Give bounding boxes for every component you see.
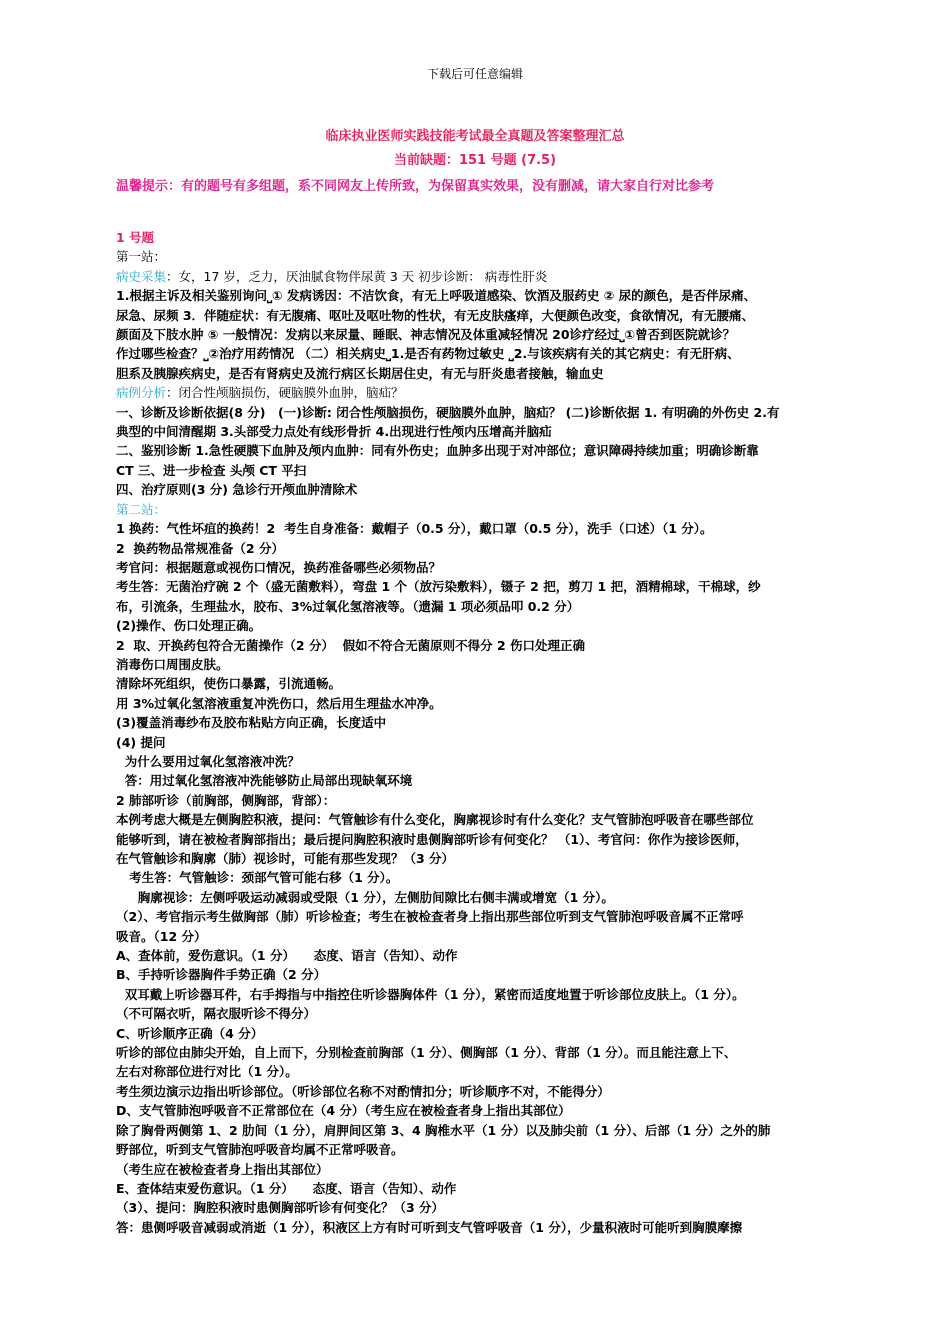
station-one-heading: 第一站： <box>116 249 167 265</box>
station-two-line: 能够听到，请在被检者胸部指出；最后提问胸腔积液时患侧胸部听诊有何变化？ （1）、考官问：你作为接诊医师， <box>116 831 748 847</box>
history-line: 颜面及下肢水肿 ⑤ 一般情况：发病以来尿量、睡眠、神志情况及体重减轻情况 20诊疗经过⎵①曾否到医院就诊？ <box>116 327 736 343</box>
station-two-line: 考生答：气管触诊：颈部气管可能右移（1 分）。 <box>116 870 399 886</box>
station-two-line: 1 换药：气性坏疽的换药！2 考生自身准备：戴帽子（0.5 分），戴口罩（0.5 分），洗手（口述）（1 分）。 <box>116 521 713 537</box>
station-two-line: D、支气管肺泡呼吸音不正常部位在（4 分）（考生应在被检查者身上指出其部位） <box>116 1103 571 1119</box>
station-two-line: 2 取、开换药包符合无菌操作（2 分） 假如不符合无菌原则不得分 2 伤口处理正确 <box>116 637 586 653</box>
document-body <box>116 228 852 1237</box>
station-two-line: 野部位，听到支气管肺泡呼吸音均属不正常呼吸音。 <box>116 1142 404 1158</box>
station-two-line: （3）、提问：胸腔积液时患侧胸部听诊有何变化？（3 分） <box>116 1200 444 1216</box>
missing-question-note: 当前缺题：151 号题 (7.5) <box>393 153 557 168</box>
station-two-line: （2）、考官指示考生做胸部（肺）听诊检查；考生在被检查者身上指出那些部位听到支气管肺泡呼吸音属不正常呼 <box>116 909 744 925</box>
station-two-line: 考官问：根据题意或视伤口情况，换药准备哪些必须物品？ <box>116 559 442 575</box>
station-two-line: 2 换药物品常规准备（2 分） <box>116 540 284 556</box>
station-two-line: 考生须边演示边指出听诊部位。（听诊部位名称不对酌情扣分；听诊顺序不对，不能得分） <box>116 1083 610 1099</box>
station-two-line: A、查体前，爱伤意识。（1 分） 态度、语言（告知）、动作 <box>116 948 458 964</box>
station-two-line: (4) 提问 <box>116 734 166 750</box>
station-two-line: 答：用过氧化氢溶液冲洗能够防止局部出现缺氧环境 <box>116 773 413 789</box>
station-two-line: 为什么要用过氧化氢溶液冲洗？ <box>116 753 300 769</box>
station-two-heading <box>116 500 852 519</box>
station-two-line: 用 3%过氧化氢溶液重复冲洗伤口，然后用生理盐水冲净。 <box>116 695 442 711</box>
case-line: 四、治疗原则(3 分) 急诊行开颅血肿清除术 <box>116 482 358 498</box>
case-line: CT 三、进一步检查 头颅 CT 平扫 <box>116 462 307 478</box>
station-two-line: 答：患侧呼吸音减弱或消逝（1 分），积液区上方有时可听到支气管呼吸音（1 分），少量积液时可能听到胸膜摩擦 <box>116 1219 743 1235</box>
top-note: 下载后可任意编辑 <box>426 67 523 81</box>
tip-text: 温馨提示：有的题号有多组题，系不同网友上传所致，为保留真实效果，没有删减，请大家自行对比参考 <box>116 179 715 194</box>
station-two-line: 布，引流条，生理盐水，胶布、3%过氧化氢溶液等。（遗漏 1 项必须品叩 0.2 分） <box>116 598 580 614</box>
station-two-line: 除了胸骨两侧第 1、2 肋间（1 分），肩胛间区第 3、4 胸椎水平（1 分）以及肺尖前（1 分）、后部（1 分）之外的肺 <box>116 1122 771 1138</box>
station-two-line: （考生应在被检查者身上指出其部位） <box>116 1161 329 1177</box>
station-two-line: 双耳戴上听诊器耳件，右手拇指与中指控住听诊器胸体件（1 分），紧密而适度地置于听诊部位皮肤上。（1 分）。 <box>116 986 745 1002</box>
document-title: 临床执业医师实践技能考试最全真题及答案整理汇总 <box>325 129 625 144</box>
case-line: 典型的中间清醒期 3.头部受力点处有线形骨折 4.出现进行性颅内压增高并脑疝 <box>116 424 552 440</box>
station-two-line: C、听诊顺序正确（4 分） <box>116 1025 264 1041</box>
station-two-line: 2 肺部听诊（前胸部，侧胸部，背部）： <box>116 792 336 808</box>
history-line: 1.根据主诉及相关鉴别询问⎵① 发病诱因：不洁饮食，有无上呼吸道感染、饮酒及服药史 ② 尿的颜色，是否伴尿痛、 <box>116 288 757 304</box>
case-line: 一、诊断及诊断依据(8 分) (一)诊断: 闭合性颅脑损伤，硬脑膜外血肿，脑疝？ (二)诊断依据 1. 有明确的外伤史 2.有 <box>116 404 780 420</box>
station-two-line: 在气管触诊和胸廓（肺）视诊时，可能有那些发现？（3 分） <box>116 851 455 866</box>
history-line: 尿急、尿频 3．伴随症状：有无腹痛、呕吐及呕吐物的性状，有无皮肤瘙痒，大便颜色改变，食欲情况，有无腰痛、 <box>116 307 755 323</box>
station-two-line: （不可隔衣听，隔衣服听诊不得分） <box>116 1006 317 1022</box>
station-two-line: 吸音。（12 分） <box>116 928 207 944</box>
case-label: 病例分析 <box>116 385 167 401</box>
history-summary <box>116 267 852 286</box>
history-label: 病史采集 <box>116 268 167 284</box>
station-two-section <box>116 519 852 1237</box>
station-two-line: 本例考虑大概是左侧胸腔积液，提问：气管触诊有什么变化，胸廓视诊时有什么变化？支气管肺泡呼吸音在哪些部位 <box>116 812 754 828</box>
question-number: 1 号题 <box>116 230 155 245</box>
station-two-colon: ： <box>153 501 167 517</box>
station-two-line: 考生答：无菌治疗碗 2 个（盛无菌敷料），弯盘 1 个（放污染敷料），镊子 2 把，剪刀 1 把，酒精棉球，干棉球，纱 <box>116 579 761 595</box>
station-two-line: 胸廓视诊：左侧呼吸运动减弱或受限（1 分），左侧肋间隙比右侧丰满或增宽（1 分）。 <box>116 889 614 905</box>
case-text: ：闭合性颅脑损伤，硬脑膜外血肿，脑疝？ <box>166 385 404 401</box>
station-two-line: 左右对称部位进行对比（1 分）。 <box>116 1064 298 1080</box>
history-line: 胆系及胰腺疾病史，是否有肾病史及流行病区长期居住史，有无与肝炎患者接触，输血史 <box>116 365 604 381</box>
station-two-line: E、查体结束爱伤意识。（1 分） 态度、语言（告知）、动作 <box>116 1180 457 1196</box>
station-two-line: 听诊的部位由肺尖开始，自上而下，分别检查前胸部（1 分）、侧胸部（1 分）、背部（1 分）。而且能注意上下、 <box>116 1045 737 1061</box>
case-summary <box>116 383 852 402</box>
history-line: 作过哪些检查？⎵②治疗用药情况 （二）相关病史⎵1.是否有药物过敏史 ⎵2.与该疾病有关的其它病史：有无肝病、 <box>116 346 740 362</box>
history-section <box>116 286 852 383</box>
station-two-line: B、手持听诊器胸件手势正确（2 分） <box>116 967 327 983</box>
station-two-line: 消毒伤口周围皮肤。 <box>116 656 229 672</box>
station-two-line: (2)操作、伤口处理正确。 <box>116 618 262 634</box>
history-text: ：女，17 岁，乏力，厌油腻食物伴尿黄 3 天 初步诊断： 病毒性肝炎 <box>166 268 548 284</box>
case-line: 二、鉴别诊断 1.急性硬膜下血肿及颅内血肿：同有外伤史；血肿多出现于对冲部位；意识障碍持续加重；明确诊断靠 <box>116 443 759 459</box>
case-section <box>116 403 852 500</box>
station-two-line: (3)覆盖消毒纱布及胶布粘贴方向正确，长度适中 <box>116 715 387 731</box>
station-two-line: 清除坏死组织，使伤口暴露，引流通畅。 <box>116 676 342 692</box>
station-two-label: 第二站 <box>116 501 154 517</box>
